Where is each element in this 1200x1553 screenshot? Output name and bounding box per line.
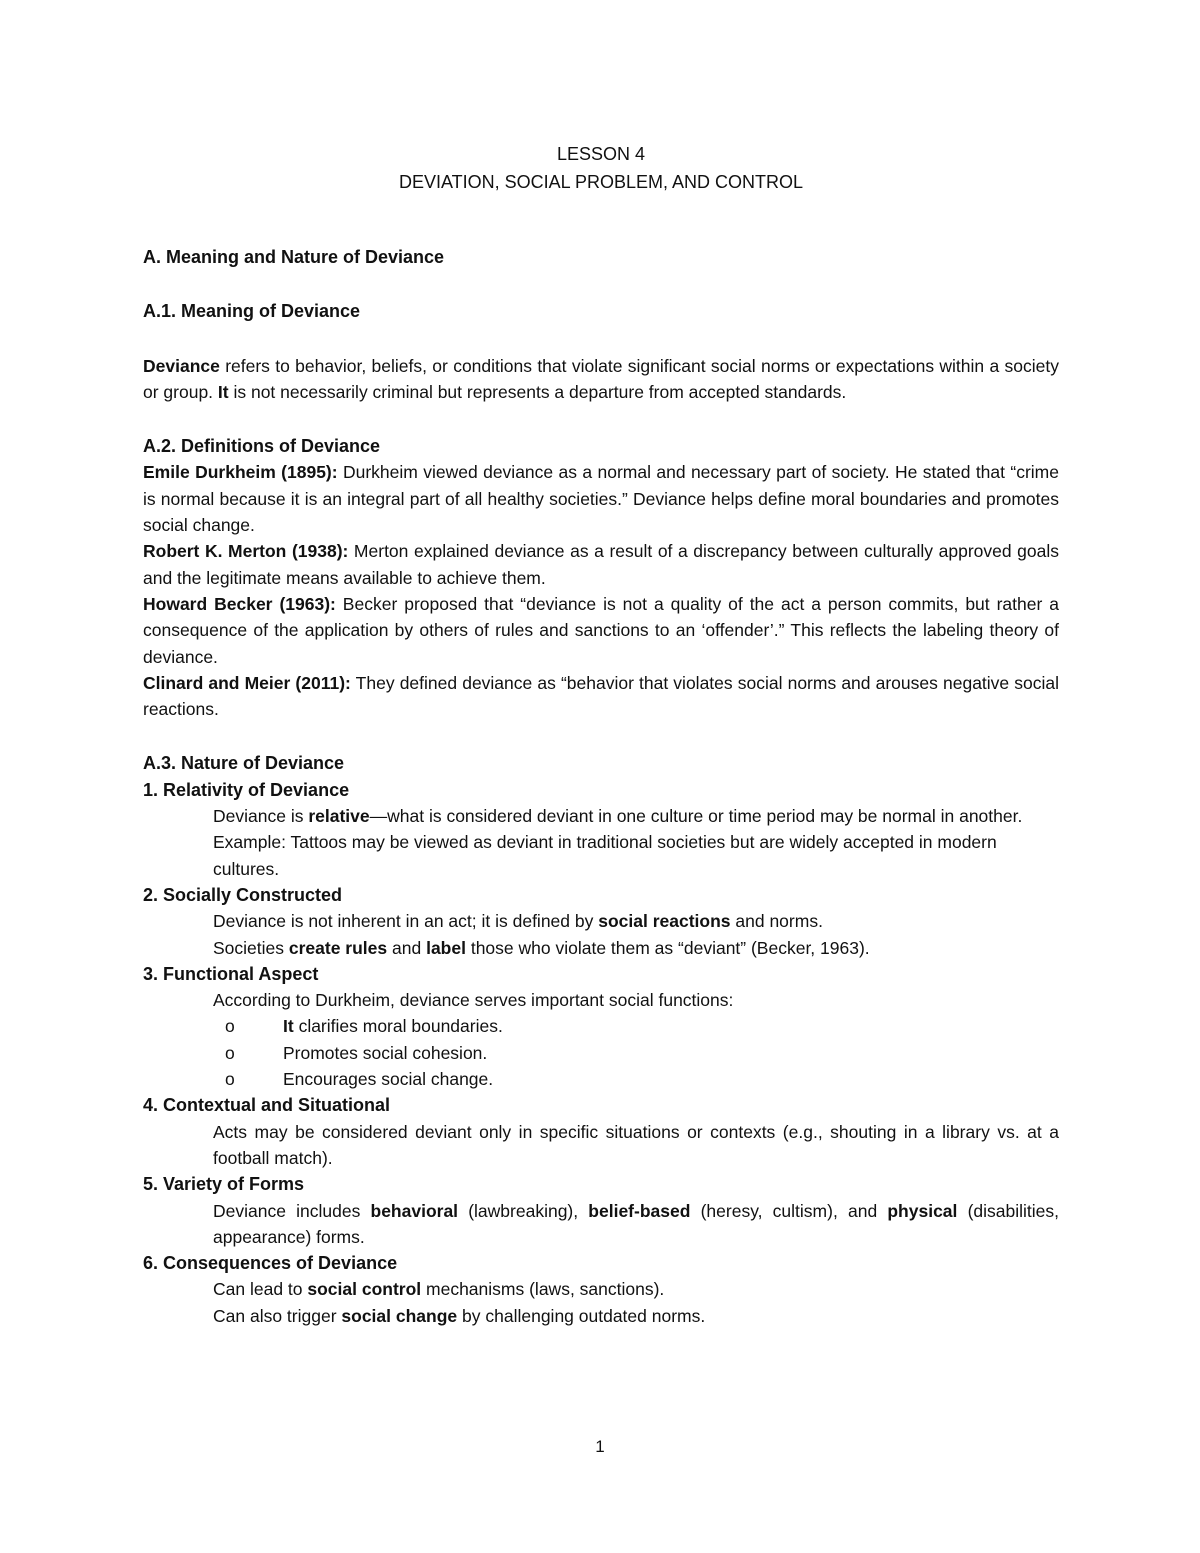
nature-item-1-line1: Deviance is relative—what is considered deviant in one culture or time period may be normal in another. xyxy=(213,806,1023,827)
document-page xyxy=(143,140,1059,1329)
definition-durkheim: Emile Durkheim (1895): Durkheim viewed deviance as a normal and necessary part of society. He stated that “crime is normal because it is an integral part of all healthy societies.” Deviance helps define moral boundaries and promotes social change. xyxy=(143,462,1059,536)
section-a-heading: A. Meaning and Nature of Deviance xyxy=(143,247,445,267)
nature-item-6-line2: Can also trigger social change by challenging outdated norms. xyxy=(213,1305,706,1326)
nature-item-5-line1: Deviance includes behavioral (lawbreaking), belief-based (heresy, cultism), and physical (disabilities, appearance) forms. xyxy=(213,1200,1059,1247)
a2-heading: A.2. Definitions of Deviance xyxy=(143,436,381,457)
lesson-title: DEVIATION, SOCIAL PROBLEM, AND CONTROL xyxy=(398,172,804,192)
nature-item-6-title: 6. Consequences of Deviance xyxy=(143,1253,398,1274)
bullet-icon: o xyxy=(225,1042,235,1063)
nature-item-2-title: 2. Socially Constructed xyxy=(143,884,343,905)
nature-item-1-title: 1. Relativity of Deviance xyxy=(143,779,350,800)
nature-item-5-title: 5. Variety of Forms xyxy=(143,1174,305,1195)
nature-item-4-line1: Acts may be considered deviant only in specific situations or contexts (e.g., shouting in a library vs. at a football match). xyxy=(213,1121,1059,1168)
a1-paragraph: Deviance refers to behavior, beliefs, or conditions that violate significant social norms or expectations within a society or group. It is not necessarily criminal but represents a departure from accepted standards. xyxy=(143,355,1059,402)
bullet-icon: o xyxy=(225,1069,235,1090)
definition-clinard-meier: Clinard and Meier (2011): They defined deviance as “behavior that violates social norms and arouses negative social reactions. xyxy=(143,672,1059,720)
functions-list xyxy=(143,1013,1059,1092)
nature-item-6-line1: Can lead to social control mechanisms (laws, sanctions). xyxy=(213,1279,665,1300)
lesson-number: LESSON 4 xyxy=(556,144,646,164)
definition-becker: Howard Becker (1963): Becker proposed that “deviance is not a quality of the act a person commits, but rather a consequence of the application by others of rules and sanctions to an ‘offender’.” This reflects the labeling theory of deviance. xyxy=(143,593,1059,667)
nature-item-2-line1: Deviance is not inherent in an act; it is defined by social reactions and norms. xyxy=(213,911,823,932)
definition-merton: Robert K. Merton (1938): Merton explained deviance as a result of a discrepancy between culturally approved goals and the legitimate means available to achieve them. xyxy=(143,541,1059,588)
list-item: o It clarifies moral boundaries. xyxy=(213,1013,1059,1039)
bullet-icon: o xyxy=(225,1016,235,1037)
page-number: 1 xyxy=(595,1437,605,1456)
nature-item-2-line2: Societies create rules and label those who violate them as “deviant” (Becker, 1963). xyxy=(213,937,870,958)
nature-item-3-line1: According to Durkheim, deviance serves important social functions: xyxy=(213,990,734,1011)
list-item: o Encourages social change. xyxy=(213,1066,1059,1092)
a3-heading: A.3. Nature of Deviance xyxy=(143,753,345,774)
nature-item-1-example: Example: Tattoos may be viewed as deviant in traditional societies but are widely accepted in modern cultures. xyxy=(213,832,997,879)
nature-item-4-title: 4. Contextual and Situational xyxy=(143,1095,391,1116)
a1-heading: A.1. Meaning of Deviance xyxy=(143,301,361,322)
list-item: o Promotes social cohesion. xyxy=(213,1040,1059,1066)
nature-item-3-title: 3. Functional Aspect xyxy=(143,963,319,984)
